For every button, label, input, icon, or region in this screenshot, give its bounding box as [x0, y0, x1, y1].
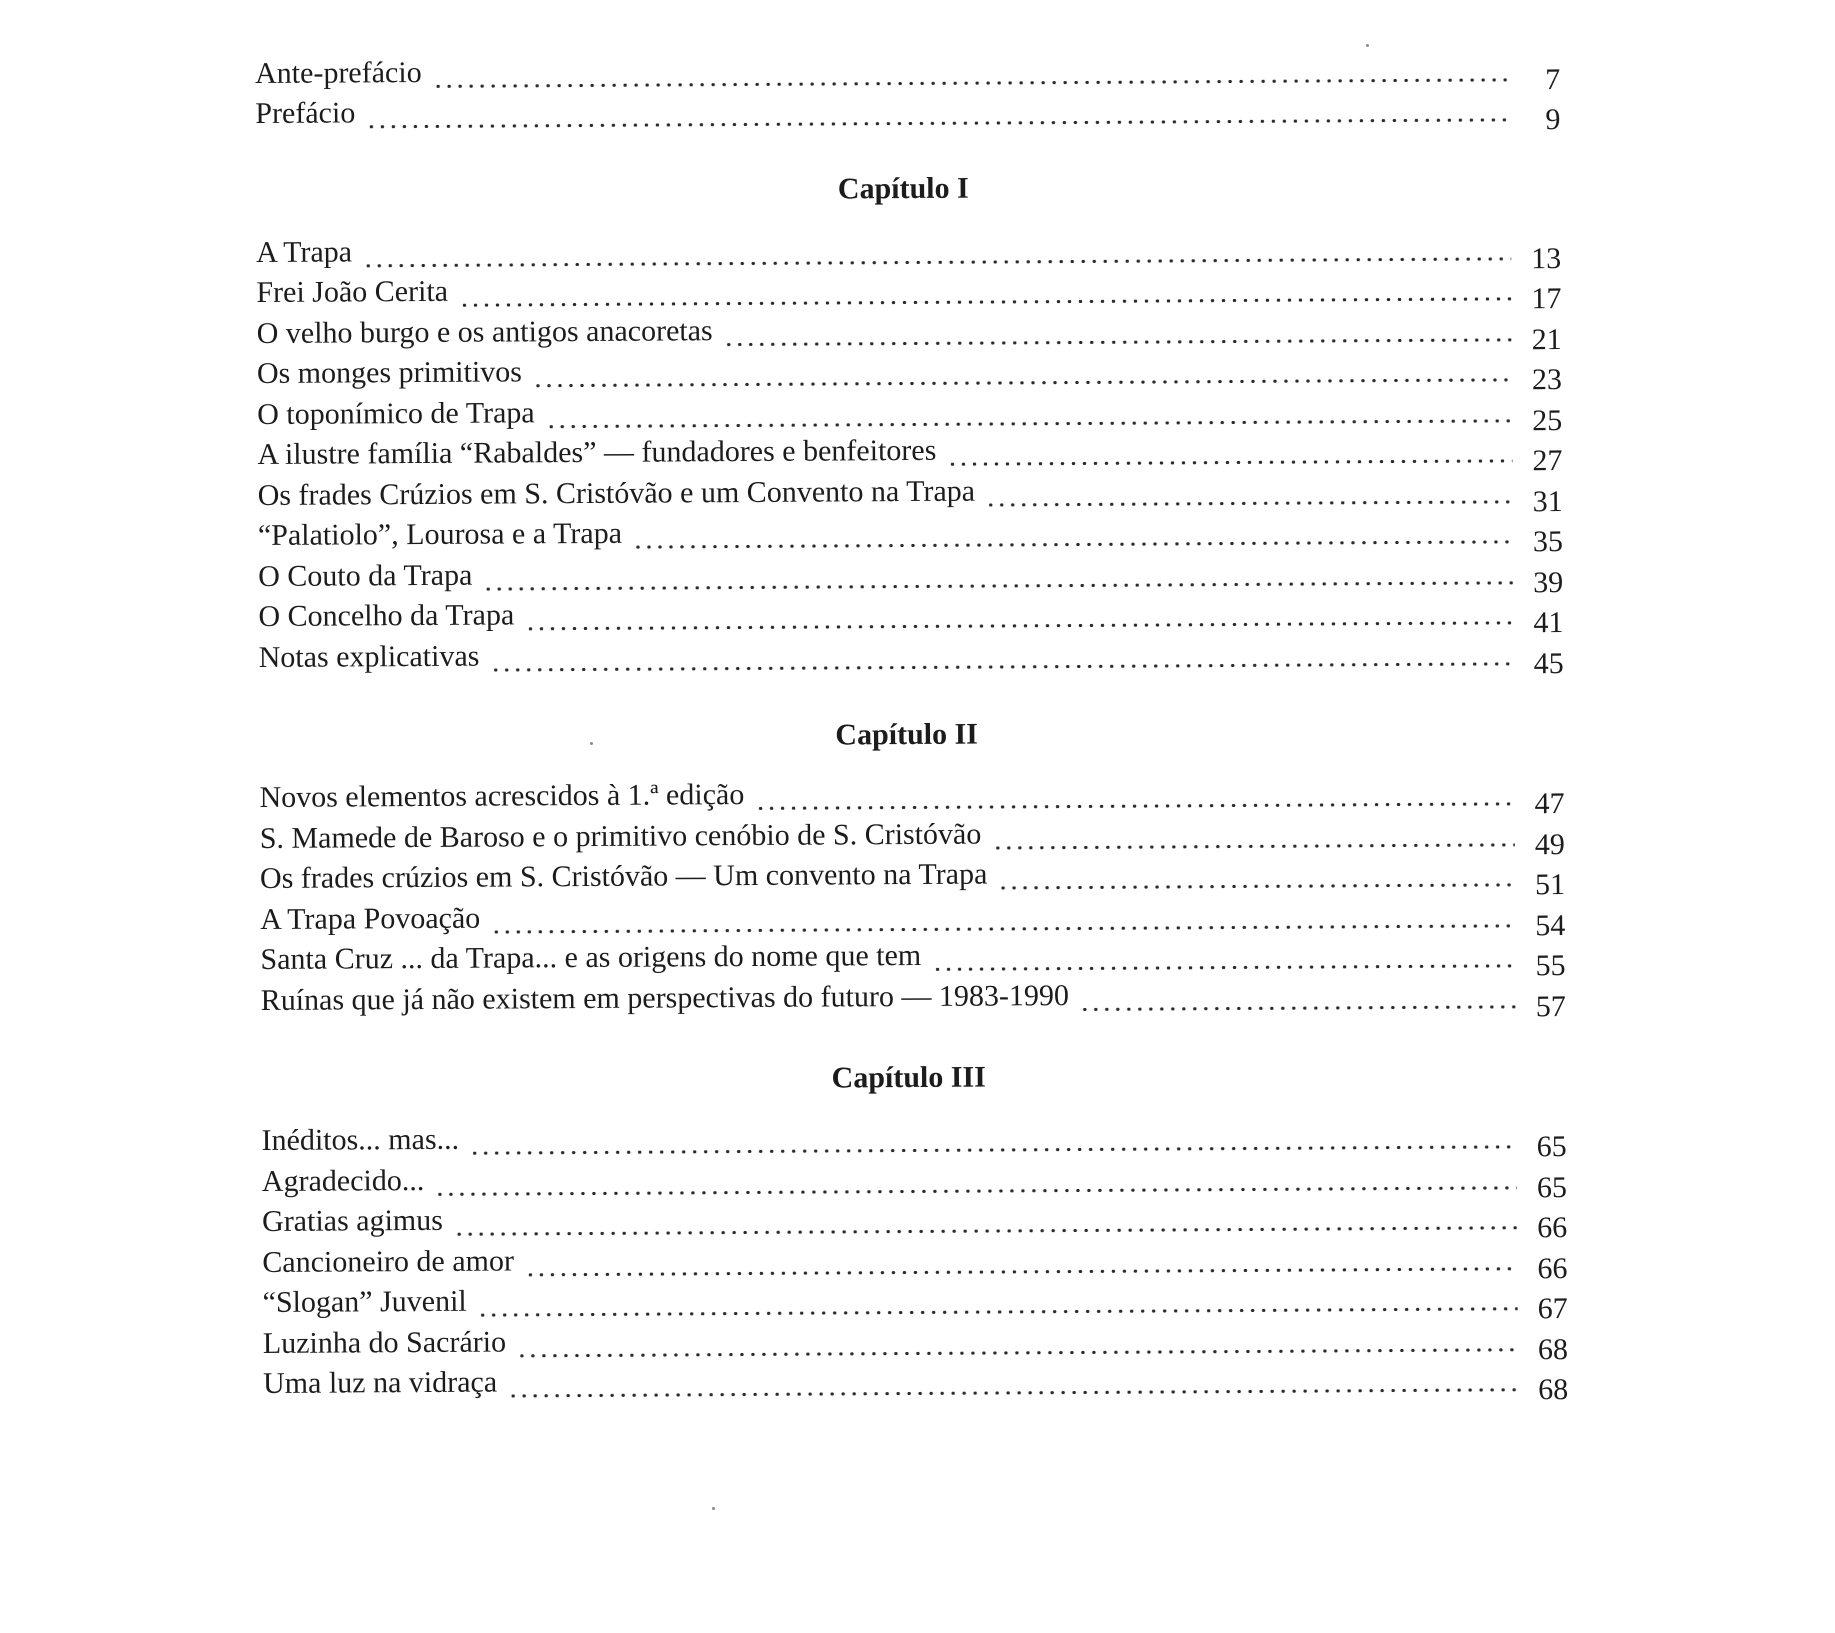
chapter-heading: Capítulo II [835, 717, 978, 751]
toc-entry-page: 54 [1535, 908, 1566, 942]
toc-entry-title: A ilustre família “Rabaldes” — fundadores e benfeitores [257, 433, 937, 471]
toc-entry-title: O Couto da Trapa [258, 558, 473, 593]
dot-leader [438, 1186, 1517, 1196]
toc-entry-title: Os frades crúzios em S. Cristóvão — Um convento na Trapa [259, 857, 988, 895]
toc-entry-title: “Palatiolo”, Lourosa e a Trapa [257, 516, 623, 552]
toc-entry-title: Os monges primitivos [256, 355, 523, 390]
toc-entry-title: Gratias agimus [261, 1203, 443, 1238]
dot-leader [511, 1388, 1518, 1397]
dot-leader [1001, 883, 1515, 889]
toc-entry-title: Agradecido... [261, 1163, 425, 1198]
toc-entry-title: A Trapa [256, 234, 353, 269]
toc-entry-page: 51 [1534, 868, 1566, 902]
front-matter-list [255, 52, 1560, 141]
toc-entry-title: O toponímico de Trapa [257, 395, 535, 431]
dot-leader [473, 1145, 1517, 1154]
dot-leader [486, 581, 1513, 590]
toc-entry-title: O velho burgo e os antigos anacoretas [256, 313, 713, 350]
toc-entry-page: 65 [1536, 1130, 1567, 1164]
dot-leader [528, 621, 1513, 630]
scan-speck [712, 1507, 715, 1510]
toc-entry [261, 979, 1566, 1027]
toc-entry [259, 636, 1564, 684]
toc-entry-page: 66 [1537, 1211, 1568, 1245]
toc-entry-title: Santa Cruz ... da Trapa... e as origens do nome que tem [260, 938, 922, 976]
toc-entry-page: 13 [1531, 241, 1562, 275]
dot-leader [366, 257, 1511, 267]
dot-leader [935, 964, 1515, 971]
toc-entry-page: 49 [1534, 827, 1565, 861]
toc-entry-page: 68 [1537, 1332, 1568, 1366]
toc-entry [255, 93, 1560, 141]
toc-entry-page: 55 [1535, 949, 1566, 983]
toc-entry-page: 31 [1532, 484, 1563, 518]
dot-leader [758, 802, 1514, 810]
toc-entry-title: Prefácio [255, 96, 356, 130]
chapter-entries-list [259, 777, 1565, 1028]
toc-entry [263, 1363, 1568, 1411]
dot-leader [995, 843, 1514, 849]
toc-entry-page: 39 [1533, 565, 1564, 599]
toc-entry-page: 7 [1545, 62, 1561, 96]
scan-speck [590, 742, 593, 745]
toc-entry-page: 25 [1532, 403, 1563, 437]
dot-leader [369, 118, 1510, 128]
dot-leader [536, 378, 1512, 387]
toc-entry-page: 65 [1536, 1170, 1568, 1204]
dot-leader [989, 500, 1513, 506]
toc-entry-title: “Slogan” Juvenil [262, 1284, 467, 1319]
scan-speck [1366, 44, 1369, 47]
toc-entry-page: 47 [1534, 787, 1565, 821]
toc-entry-page: 67 [1537, 1292, 1568, 1326]
dot-leader [1083, 1005, 1516, 1011]
toc-entry-title: Novos elementos acrescidos à 1.ª edição [259, 778, 745, 814]
toc-entry-page: 57 [1535, 989, 1566, 1023]
dot-leader [528, 1267, 1517, 1276]
dot-leader [462, 297, 1511, 306]
toc-entry-title: Frei João Cerita [256, 274, 449, 309]
toc-entry-title: A Trapa Povoação [260, 901, 481, 936]
chapter-entries-list [256, 231, 1564, 684]
dot-leader [481, 1307, 1518, 1316]
toc-entry-title: Ruínas que já não existem em perspectivas do futuro — 1983-1990 [260, 978, 1069, 1017]
toc-entry-page: 23 [1531, 363, 1563, 397]
dot-leader [520, 1348, 1518, 1357]
toc-entry-title: Luzinha do Sacrário [262, 1324, 507, 1360]
dot-leader [636, 540, 1513, 548]
toc-entry-title: Inéditos... mas... [261, 1122, 460, 1157]
toc-entry-page: 41 [1533, 606, 1564, 640]
toc-entry-title: Cancioneiro de amor [262, 1243, 515, 1279]
toc-entry-title: Notas explicativas [258, 639, 480, 674]
toc-entry-page: 21 [1531, 322, 1562, 356]
toc-entry-title: Os frades Crúzios em S. Cristóvão e um Convento na Trapa [257, 474, 976, 512]
dot-leader [436, 78, 1510, 88]
toc-entry-page: 17 [1531, 282, 1562, 316]
toc-entry-page: 45 [1533, 646, 1564, 680]
table-of-contents [255, 52, 1568, 1411]
toc-entry-page: 66 [1537, 1251, 1568, 1285]
dot-leader [494, 924, 1515, 933]
chapter-heading: Capítulo I [837, 171, 969, 206]
toc-entry-page: 9 [1545, 103, 1561, 137]
toc-entry-page: 68 [1538, 1373, 1569, 1407]
dot-leader [494, 662, 1514, 671]
dot-leader [950, 459, 1512, 465]
chapter-heading: Capítulo III [831, 1060, 986, 1094]
toc-entry-title: S. Mamede de Baroso e o primitivo cenóbio de S. Cristóvão [259, 817, 982, 855]
toc-entry-page: 35 [1532, 525, 1564, 559]
dot-leader [457, 1226, 1517, 1235]
toc-entry-title: Uma luz na vidraça [262, 1365, 498, 1400]
toc-entry-title: Ante-prefácio [254, 55, 422, 90]
dot-leader [727, 338, 1512, 346]
toc-entry-page: 27 [1532, 444, 1563, 478]
toc-entry-title: O Concelho da Trapa [258, 598, 515, 633]
dot-leader [549, 419, 1513, 428]
chapter-entries-list [262, 1120, 1569, 1411]
